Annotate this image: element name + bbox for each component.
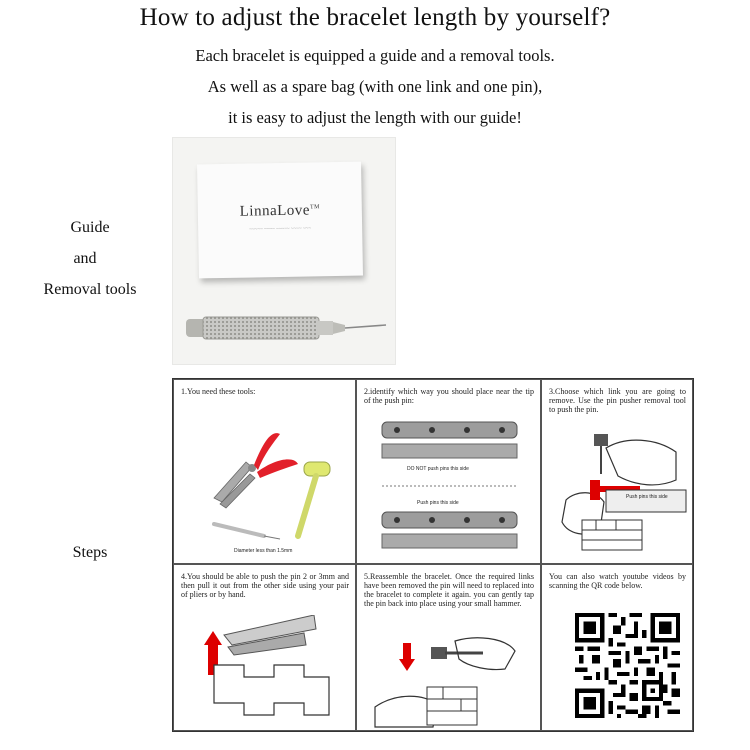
step-4-cell [173, 564, 356, 731]
intro-line-1: Each bracelet is equipped a guide and a removal tools. [195, 46, 555, 65]
step-1-caption: Diameter less than 1.5mm [234, 548, 293, 554]
step-6-text: You can also watch youtube videos by scanning the QR code below. [549, 572, 686, 590]
step-3-cell [541, 379, 693, 564]
card-brand-tm: TM [309, 204, 320, 211]
steps-label: Steps [72, 544, 108, 561]
pin-pusher-tool-icon [173, 308, 395, 348]
step-2-warning: DO NOT push pins this side [407, 466, 469, 472]
guide-and-tool-photo [172, 137, 396, 365]
step-1-text: 1.You need these tools: [181, 387, 256, 396]
step-3-text: 3.Choose which link you are going to remove. Use the pin pusher removal tool to push the pin. [549, 387, 686, 414]
step-5-cell [356, 564, 541, 731]
intro-line-3: it is easy to adjust the length with our guide! [228, 108, 522, 127]
push-direction-diagram-icon [367, 418, 532, 558]
step-4-text: 4.You should be able to push the pin 2 or 3mm and then pull it out from the other side using your pair of pliers or by hand. [181, 572, 349, 599]
card-brand [198, 202, 362, 222]
card-tagline-scribble: ~~~~~ ~~~~ ~~~~~ ~~~~ ~~~ [249, 226, 312, 233]
guide-card [197, 162, 363, 279]
removal-tools-label: Removal tools [43, 281, 137, 298]
hammer-pin-back-icon [365, 637, 535, 729]
step-2-text: 2.identify which way you should place near the tip of the push pin: [364, 387, 534, 405]
pull-out-pin-icon [184, 615, 349, 727]
step-1-cell [173, 379, 356, 564]
and-label: and [73, 250, 97, 267]
hand-pushing-pin-icon [546, 430, 691, 560]
step-2-cell [356, 379, 541, 564]
card-brand-text: LinnaLove [239, 202, 311, 220]
qr-code-icon [575, 613, 680, 718]
pliers-and-hammer-icon [194, 420, 344, 560]
step-6-cell [541, 564, 693, 731]
steps-grid [172, 378, 694, 732]
guide-label: Guide [70, 219, 110, 236]
intro-line-2: As well as a spare bag (with one link and one pin), [207, 77, 543, 96]
step-3-caption: Push pins this side [626, 494, 668, 500]
step-2-ok: Push pins this side [417, 500, 459, 506]
page-title: How to adjust the bracelet length by yourself? [139, 4, 611, 31]
step-5-text: 5.Reassemble the bracelet. Once the required links have been removed the pin will need to replaced into the bracelet to complete it again. you can gently tap the pin back into place using your small hammer. [364, 572, 534, 608]
